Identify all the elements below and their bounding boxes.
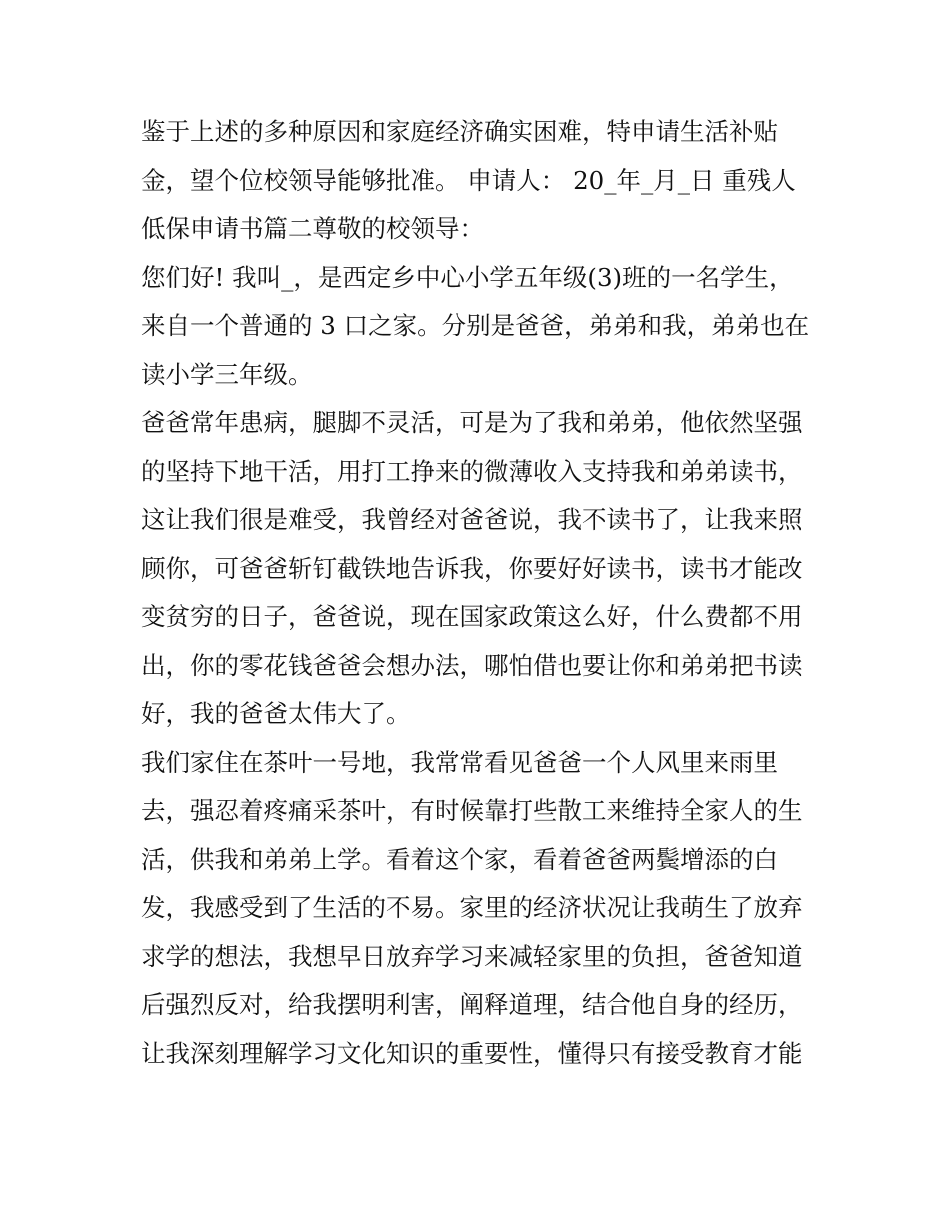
text-line: 出，你的零花钱爸爸会想办法，哪怕借也要让你和弟弟把书读 xyxy=(141,650,803,680)
text-line: 去，强忍着疼痛采茶叶，有时候靠打些散工来维持全家人的生 xyxy=(141,796,803,825)
text-line: 鉴于上述的多种原因和家庭经济确实困难，特申请生活补贴 xyxy=(141,117,778,146)
text-line: 好，我的爸爸太伟大了。 xyxy=(141,699,411,728)
text-line: 我们家住在茶叶一号地，我常常看见爸爸一个人风里来雨里 xyxy=(141,747,778,777)
text-line: 低保申请书篇二尊敬的校领导： xyxy=(141,214,484,243)
text-line: 变贫穷的日子，爸爸说，现在国家政策这么好，什么费都不用 xyxy=(141,602,803,631)
text-line: 读小学三年级。 xyxy=(141,359,313,389)
text-line: 发，我感受到了生活的不易。家里的经济状况让我萌生了放弃 xyxy=(141,893,803,922)
text-line: 让我深刻理解学习文化知识的重要性，懂得只有接受教育才能 xyxy=(141,1038,803,1068)
text-line: 您们好! 我叫_，是西定乡中心小学五年级(3)班的一名学生， xyxy=(141,262,794,292)
text-line: 后强烈反对，给我摆明利害，阐释道理，结合他自身的经历， xyxy=(141,990,803,1019)
text-line: 顾你，可爸爸斩钉截铁地告诉我，你要好好读书，读书才能改 xyxy=(141,553,803,583)
text-line: 金，望个位校领导能够批准。 申请人： 20_年_月_日 重残人 xyxy=(141,165,796,195)
text-line: 爸爸常年患病，腿脚不灵活，可是为了我和弟弟，他依然坚强 xyxy=(141,408,803,437)
text-line: 这让我们很是难受，我曾经对爸爸说，我不读书了，让我来照 xyxy=(141,505,803,534)
text-line: 活，供我和弟弟上学。看着这个家，看着爸爸两鬓增添的白 xyxy=(141,844,778,874)
text-line: 的坚持下地干活，用打工挣来的微薄收入支持我和弟弟读书， xyxy=(141,456,803,486)
document-body-text xyxy=(141,108,821,1078)
text-line: 求学的想法，我想早日放弃学习来减轻家里的负担，爸爸知道 xyxy=(141,941,803,971)
text-line: 来自一个普通的 3 口之家。分别是爸爸，弟弟和我，弟弟也在 xyxy=(141,311,810,340)
